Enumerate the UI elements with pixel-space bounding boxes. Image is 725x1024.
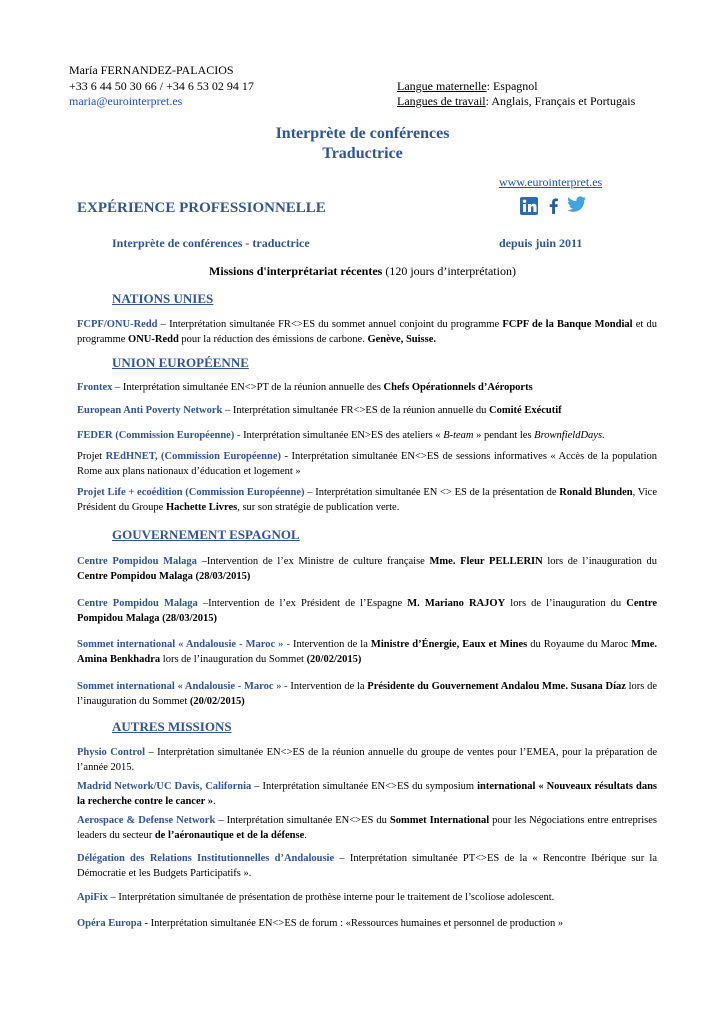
entry-lead: European Anti Poverty Network – — [77, 405, 233, 416]
linkedin-icon[interactable] — [520, 197, 538, 215]
entry-text: lors de l’inauguration du — [542, 556, 657, 567]
title-line-1: Interprète de conférences — [275, 125, 450, 142]
role-since: depuis juin 2011 — [499, 236, 583, 250]
section-nations-unies: NATIONS UNIES — [112, 291, 214, 306]
title-line-2: Traductrice — [322, 145, 403, 162]
entry-lead: Délégation des Relations Institutionnelles d’Andalousie — [77, 853, 335, 864]
entry-bold: FCPF de la Banque Mondial — [502, 319, 633, 330]
entry-lead: Centre Pompidou Malaga — [77, 598, 203, 609]
entry-feder — [77, 429, 657, 444]
entry-bold: Présidente du Gouvernement Andalou Mme. Susana Díaz — [367, 681, 626, 692]
entry-bold: Ministre d’Énergie, Eaux et Mines — [370, 639, 528, 650]
entry-bold: Hachette Livres — [165, 501, 238, 513]
entry-italic: B-team — [443, 430, 474, 441]
entry-text: , sur son stratégie de publication verte. — [237, 501, 400, 513]
entry-bold: Sommet International — [389, 815, 490, 826]
entry-sommet-maroc-1 — [77, 638, 657, 667]
website-link[interactable]: www.eurointerpret.es — [499, 175, 603, 189]
entry-physio-control — [77, 746, 657, 775]
entry-text: –Intervention de l’ex Ministre de culture française — [201, 556, 430, 567]
entry-bold: ONU-Redd — [128, 333, 179, 345]
entry-text: - Interprétation simultanée EN<>ES de forum : «Ressources humaines et personnel de production » — [141, 918, 564, 929]
entry-text: Interprétation simultanée EN>ES des ateliers « — [243, 430, 444, 441]
entry-bold: Mme. Fleur PELLERIN — [429, 556, 543, 567]
entry-andalousie — [77, 852, 657, 881]
entry-apifix — [77, 891, 657, 906]
entry-italic: BrownfieldDays — [534, 430, 603, 441]
entry-madrid-network — [77, 780, 657, 809]
entry-bold: (20/02/2015) — [306, 653, 362, 665]
entry-text: Interprétation simultanée FR<>ES du sommet annuel conjoint du programme — [169, 319, 503, 330]
entry-text: Intervention de la — [290, 681, 368, 692]
entry-text: – Interprétation simultanée EN<>ES de la réunion annuelle du groupe de ventes pour l’EMEA, pour la préparation de l’année 2015. — [77, 747, 657, 773]
role-title: Interprète de conférences - traductrice — [112, 236, 310, 250]
entry-fcpf — [77, 318, 657, 347]
entry-lead: ApiFix – — [77, 892, 119, 903]
entry-life-ecoedition — [77, 486, 657, 515]
entry-text: , Vice Président du Groupe — [77, 487, 657, 513]
section-autres-missions: AUTRES MISSIONS — [112, 719, 232, 734]
entry-text: . — [304, 829, 307, 841]
entry-text: et du programme — [77, 319, 657, 345]
working-languages-value: : Anglais, Français et Portugais — [485, 94, 636, 108]
entry-text: . — [602, 430, 605, 441]
facebook-icon[interactable] — [545, 197, 563, 215]
entry-text: – Interprétation simultanée PT<>ES de la « Rencontre Ibérique sur la Démocratie et les Budgets Participatifs ». — [77, 853, 657, 879]
entry-lead: Physio Control — [77, 747, 146, 758]
entry-bold: Chefs Opérationnels d’Aéroports — [383, 382, 533, 393]
entry-lead: Projet Life + ecoédition (Commission Européenne) — [77, 487, 305, 498]
entry-text: Interprétation simultanée FR<>ES de la réunion annuelle du — [232, 405, 490, 416]
entry-text: lors de l’inauguration du Sommet — [160, 653, 307, 665]
entry-lead: FEDER (Commission Européenne) - — [77, 430, 244, 441]
entry-sommet-maroc-2 — [77, 680, 657, 709]
entry-text: lors de l’inauguration du Sommet — [77, 681, 657, 707]
entry-text: du Royaume du Maroc — [527, 639, 632, 650]
entry-opera-europa — [77, 917, 657, 932]
entry-redhnet — [77, 450, 657, 479]
working-languages-label: Langues de travail — [397, 94, 486, 108]
missions-heading-rest: (120 jours d’interprétation) — [382, 264, 516, 278]
native-language — [397, 79, 538, 94]
twitter-icon[interactable] — [567, 195, 587, 213]
entry-text: . — [212, 795, 216, 807]
section-union-europeenne: UNION EUROPÉENNE — [112, 355, 249, 370]
entry-bold: Genève, Suisse. — [367, 333, 437, 345]
entry-text: – Interprétation simultanée EN<>ES du — [215, 815, 390, 826]
entry-aerospace — [77, 814, 657, 843]
entry-lead: Aerospace & Defense Network — [77, 815, 216, 826]
entry-lead: Centre Pompidou Malaga — [77, 556, 202, 567]
entry-lead: Madrid Network/UC Davis, California — [77, 781, 252, 792]
entry-lead: Sommet international « Andalousie - Maroc » - — [77, 639, 293, 650]
entry-lead: Sommet international « Andalousie - Maroc » - — [77, 681, 291, 692]
entry-bold: Ronald Blunden — [559, 487, 633, 498]
entry-lead: Frontex – — [77, 382, 123, 393]
working-languages — [397, 94, 635, 109]
missions-heading — [0, 264, 725, 279]
entry-lead: Opéra Europa — [77, 918, 142, 929]
section-gouvernement-espagnol: GOUVERNEMENT ESPAGNOL — [112, 527, 300, 542]
entry-bold: Centre Pompidou Malaga (28/03/2015) — [77, 598, 657, 624]
entry-text: Intervention de la — [293, 639, 371, 650]
entry-text: Interprétation simultanée EN<>PT de la réunion annuelle des — [122, 382, 384, 393]
native-language-label: Langue maternelle — [397, 79, 487, 93]
entry-lead: REdHNET, (Commission Européenne) — [105, 451, 282, 462]
entry-text: Projet — [77, 451, 106, 462]
entry-lead: FCPF/ONU-Redd – — [77, 319, 170, 330]
entry-pompidou-1 — [77, 555, 657, 584]
entry-frontex — [77, 381, 657, 396]
entry-text: lors de l’inauguration du — [505, 598, 627, 609]
entry-text: - Interprétation simultanée EN<>ES de sessions informatives « Accès de la population Rome aux plans nationaux d’éducation et logement » — [77, 451, 657, 477]
contact-email[interactable]: maria@eurointerpret.es — [69, 94, 183, 108]
entry-text: – Interprétation simultanée EN<>ES du symposium — [251, 781, 478, 792]
contact-phones: +33 6 44 50 30 66 / +34 6 53 02 94 17 — [69, 79, 254, 93]
contact-name: María FERNANDEZ-PALACIOS — [69, 63, 234, 77]
entry-eapn — [77, 404, 657, 419]
entry-bold: international « Nouveaux résultats dans la recherche contre le cancer » — [77, 781, 657, 807]
entry-bold: M. Mariano RAJOY — [407, 598, 506, 609]
native-language-value: : Espagnol — [486, 79, 538, 93]
entry-text: – Interprétation simultanée EN <> ES de la présentation de — [304, 487, 560, 498]
entry-bold: de l’aéronautique et de la défense — [154, 829, 305, 841]
entry-bold: Comité Exécutif — [489, 405, 562, 416]
entry-text: » pendant les — [473, 430, 535, 441]
entry-text: pour la réduction des émissions de carbone. — [178, 333, 368, 345]
entry-text: pour les Négociations entre entreprises leaders du secteur — [77, 815, 657, 841]
experience-heading: EXPÉRIENCE PROFESSIONNELLE — [77, 200, 326, 216]
entry-text: –Intervention de l’ex Président de l’Espagne — [202, 598, 408, 609]
entry-bold: Mme. Amina Benkhadra — [77, 639, 658, 665]
entry-bold: (20/02/2015) — [189, 695, 245, 707]
entry-text: Interprétation simultanée de présentation de prothèse interne pour le traitement de l’scoliose adolescent. — [118, 892, 555, 903]
entry-pompidou-2 — [77, 597, 657, 626]
entry-bold: Centre Pompidou Malaga (28/03/2015) — [77, 570, 251, 582]
missions-heading-bold: Missions d'interprétariat récentes — [209, 264, 383, 278]
